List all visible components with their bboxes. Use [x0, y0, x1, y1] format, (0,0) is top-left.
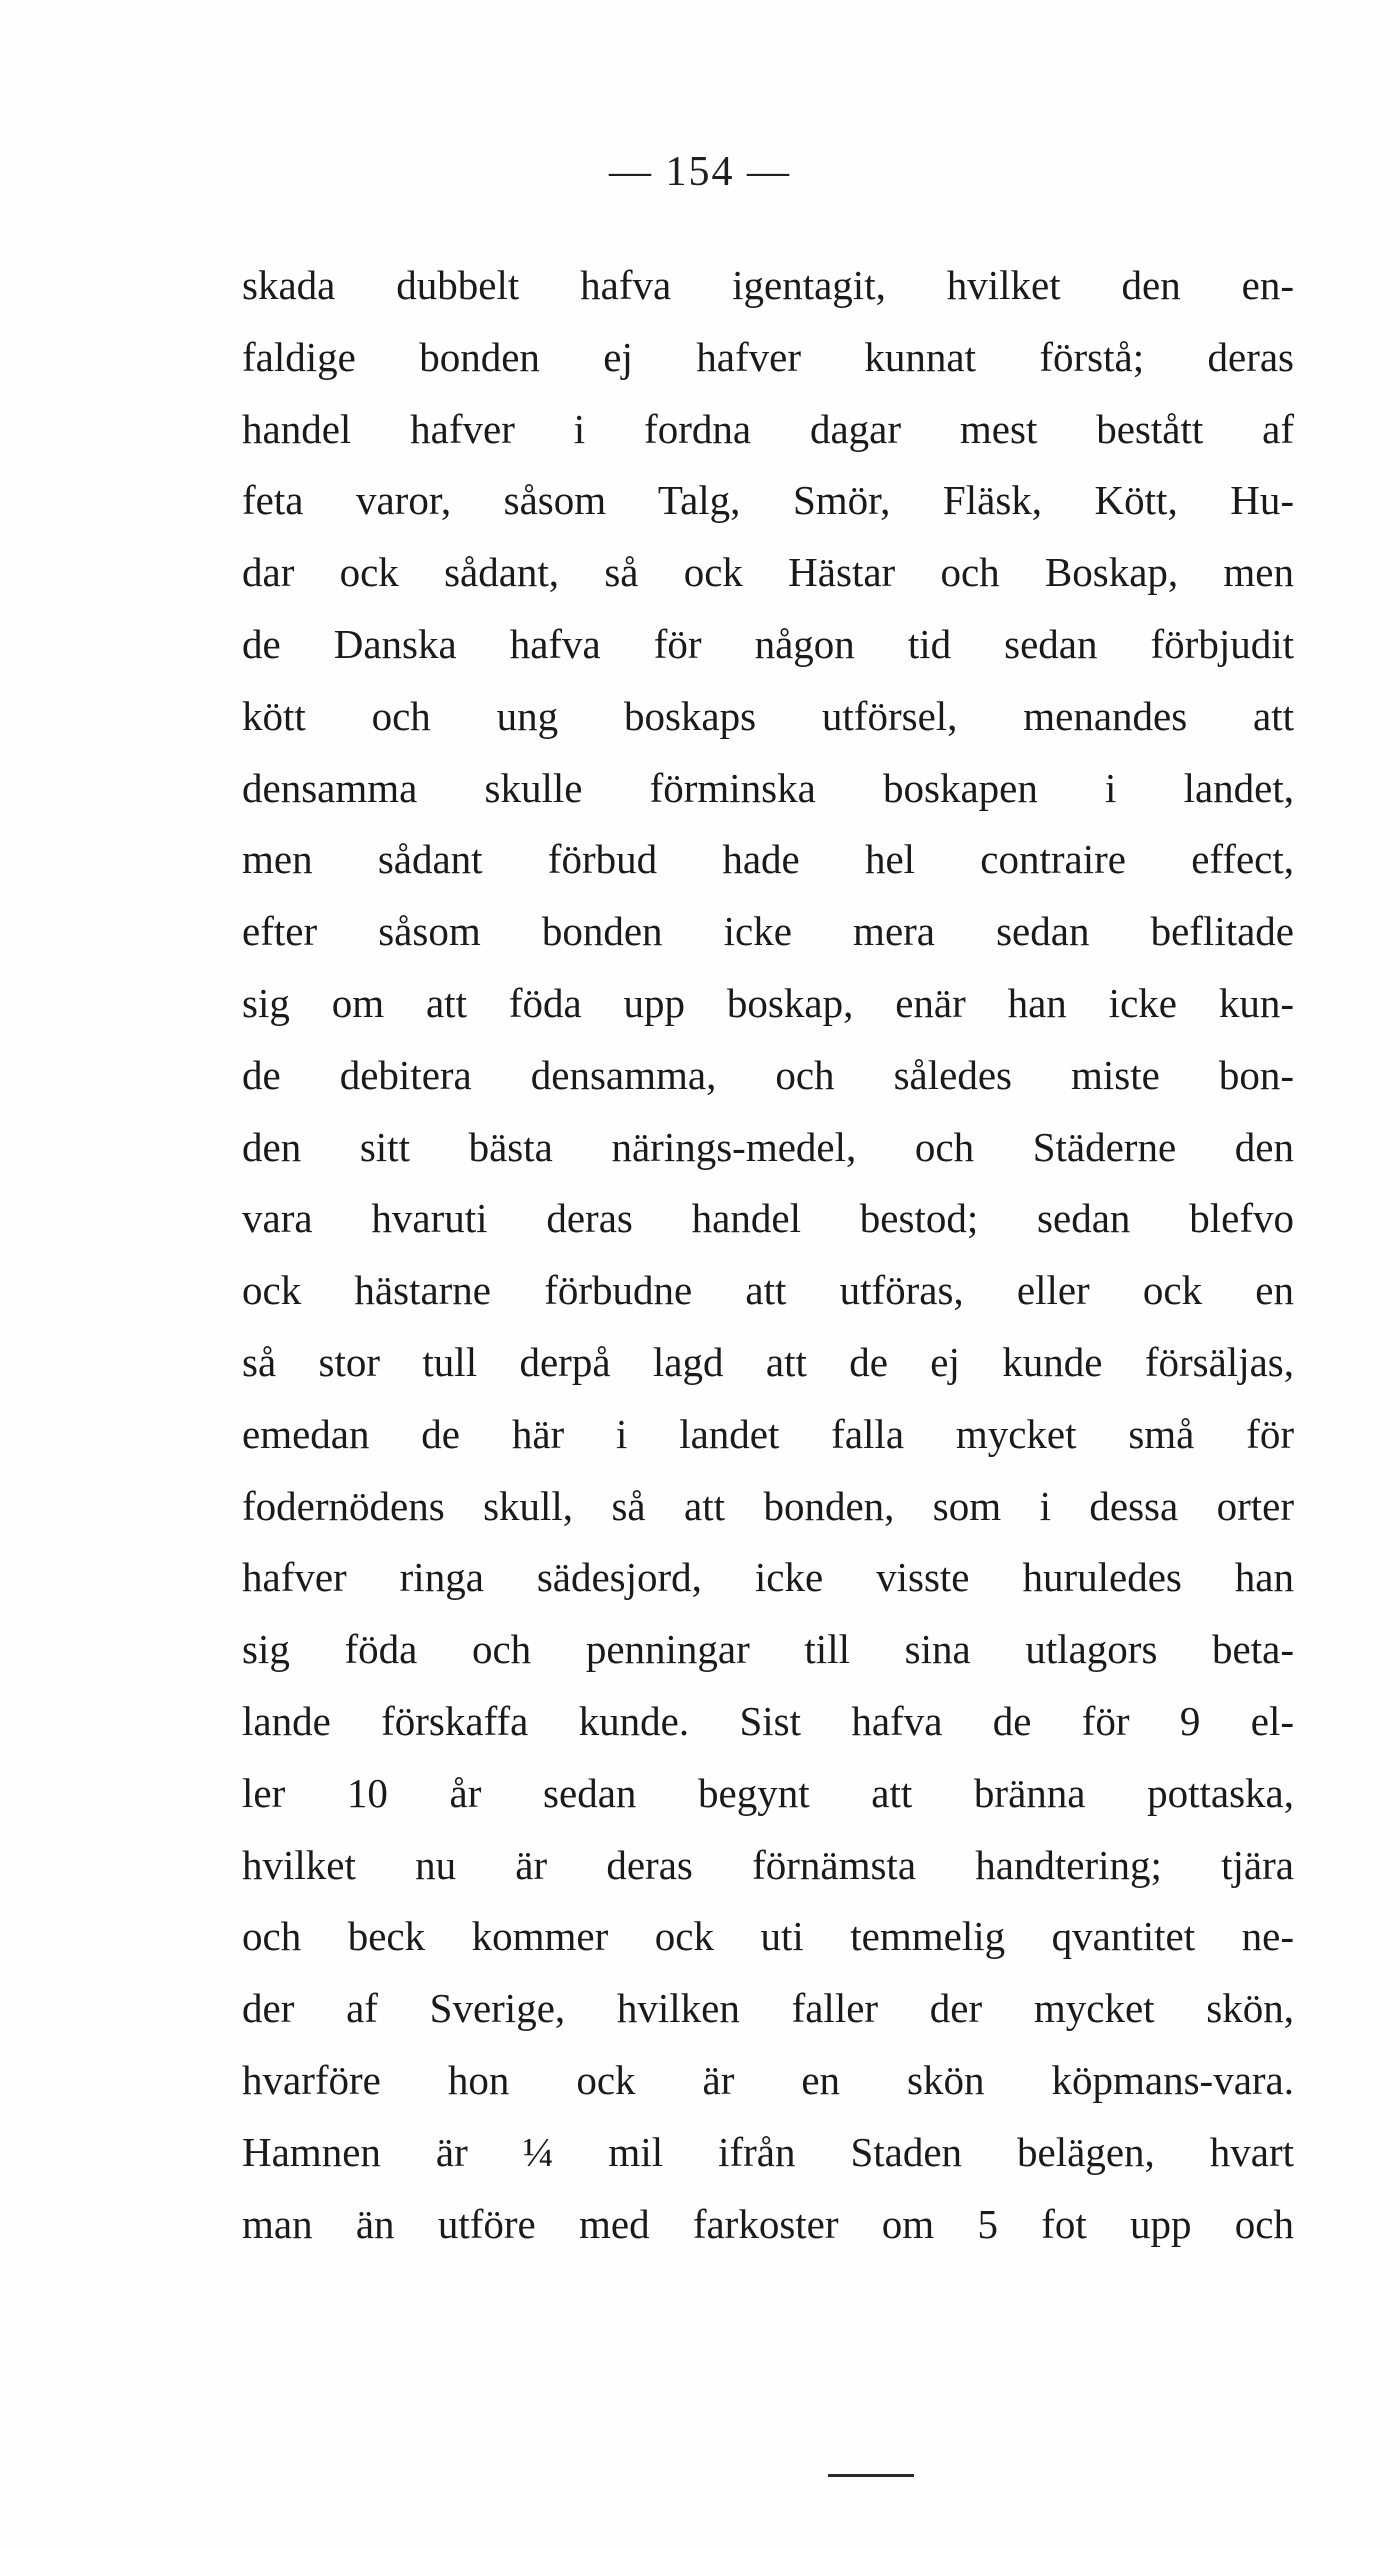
text-line: den sitt bästa närings-medel, och Städerne den — [242, 1123, 1294, 1170]
text-line: ler 10 år sedan begynt att bränna pottaska, — [242, 1769, 1294, 1816]
text-line: densamma skulle förminska boskapen i landet, — [242, 764, 1294, 811]
text-line: man än utföre med farkoster om 5 fot upp och — [242, 2200, 1294, 2247]
text-line: skada dubbelt hafva igentagit, hvilket den en- — [242, 262, 1294, 308]
text-line: handel hafver i fordna dagar mest bestått af — [242, 405, 1294, 452]
text-line: men sådant förbud hade hel contraire effect, — [242, 836, 1294, 883]
text-line: der af Sverige, hvilken faller der mycket skön, — [242, 1985, 1294, 2032]
text-line: Hamnen är ¼ mil ifrån Staden belägen, hvart — [242, 2128, 1294, 2175]
text-line: kött och ung boskaps utförsel, menandes att — [242, 692, 1294, 739]
page-body-text — [242, 250, 1294, 2260]
bottom-rule-divider — [828, 2474, 914, 2477]
text-line: feta varor, såsom Talg, Smör, Fläsk, Kött, Hu- — [242, 477, 1294, 524]
text-line: vara hvaruti deras handel bestod; sedan blefvo — [242, 1195, 1294, 1242]
text-line: ock hästarne förbudne att utföras, eller ock en — [242, 1267, 1294, 1314]
text-line: sig om att föda upp boskap, enär han icke kun- — [242, 979, 1294, 1026]
text-line: så stor tull derpå lagd att de ej kunde försäljas, — [242, 1338, 1294, 1385]
text-line: fodernödens skull, så att bonden, som i dessa orter — [242, 1482, 1294, 1529]
text-line: de debitera densamma, och således miste bon- — [242, 1051, 1294, 1098]
text-line: hvarföre hon ock är en skön köpmans-vara. — [242, 2056, 1294, 2103]
text-line: faldige bonden ej hafver kunnat förstå; deras — [242, 333, 1294, 380]
text-line: och beck kommer ock uti temmelig qvantitet ne- — [242, 1913, 1294, 1960]
text-line: dar ock sådant, så ock Hästar och Boskap, men — [242, 549, 1294, 596]
text-line: emedan de här i landet falla mycket små för — [242, 1410, 1294, 1457]
text-line: lande förskaffa kunde. Sist hafva de för 9 el- — [242, 1697, 1294, 1744]
text-line: hvilket nu är deras förnämsta handtering; tjära — [242, 1841, 1294, 1888]
text-line: hafver ringa sädesjord, icke visste huruledes han — [242, 1554, 1294, 1601]
page-number-header: — 154 — — [609, 149, 791, 195]
text-line: efter såsom bonden icke mera sedan beflitade — [242, 908, 1294, 955]
text-line: de Danska hafva för någon tid sedan förbjudit — [242, 620, 1294, 667]
text-line: sig föda och penningar till sina utlagors beta- — [242, 1626, 1294, 1673]
